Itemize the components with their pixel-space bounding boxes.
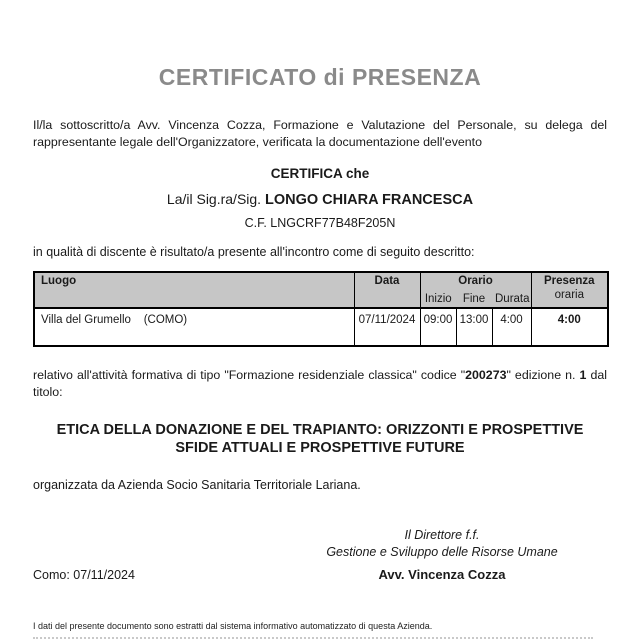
activity-paragraph bbox=[33, 367, 607, 401]
attendance-intro: in qualità di discente è risultato/a presente all'incontro come di seguito descritto: bbox=[33, 245, 475, 259]
cell-fine: 13:00 bbox=[456, 308, 492, 346]
event-title-line2: SFIDE ATTUALI E PROSPETTIVE FUTURE bbox=[175, 440, 465, 456]
cutoff-text-remnant bbox=[33, 637, 593, 639]
event-title-line1: ETICA DELLA DONAZIONE E DEL TRAPIANTO: ORIZZONTI E PROSPETTIVE bbox=[56, 422, 584, 438]
recipient-line bbox=[0, 191, 640, 208]
attendance-table bbox=[33, 271, 609, 347]
activity-edition: 1 bbox=[579, 368, 587, 382]
fiscal-code: C.F. LNGCRF77B48F205N bbox=[244, 216, 396, 230]
table-header-fine: Fine bbox=[456, 291, 492, 308]
organizer-line: organizzata da Azienda Socio Sanitaria Territoriale Lariana. bbox=[33, 478, 361, 492]
cell-presenza-oraria: 4:00 bbox=[531, 308, 608, 346]
event-title bbox=[33, 421, 607, 457]
place-and-date: Como: 07/11/2024 bbox=[33, 568, 135, 582]
table-header-presenza-line1: Presenza bbox=[544, 275, 595, 287]
signature-role-line1: Il Direttore f.f. bbox=[404, 528, 480, 542]
activity-text-between: " edizione n. bbox=[506, 368, 580, 382]
cell-durata: 4:00 bbox=[492, 308, 531, 346]
table-header-inizio: Inizio bbox=[420, 291, 456, 308]
table-header-presenza-oraria bbox=[531, 272, 608, 308]
cell-inizio: 09:00 bbox=[420, 308, 456, 346]
certifies-label: CERTIFICA che bbox=[270, 166, 370, 181]
intro-paragraph: Il/la sottoscritto/a Avv. Vincenza Cozza, Formazione e Valutazione del Personale, su delega del rappresentante legale dell'Organizzatore, verificata la documentazione dell'evento bbox=[33, 118, 607, 149]
cell-data: 07/11/2024 bbox=[354, 308, 420, 346]
signer-name: Avv. Vincenza Cozza bbox=[378, 567, 506, 582]
footer-note: I dati del presente documento sono estratti dal sistema informativo automatizzato di questa Azienda. bbox=[33, 621, 433, 631]
activity-text-after: dal titolo: bbox=[33, 368, 608, 399]
document-title: CERTIFICATO di PRESENZA bbox=[158, 64, 482, 90]
table-header-luogo: Luogo bbox=[34, 272, 354, 308]
table-header-durata: Durata bbox=[492, 291, 531, 308]
activity-code: 200273 bbox=[465, 368, 507, 382]
signature-role-line2: Gestione e Sviluppo delle Risorse Umane bbox=[326, 545, 558, 559]
table-header-data: Data bbox=[354, 272, 420, 308]
cell-luogo: Villa del Grumello (COMO) bbox=[34, 308, 354, 346]
table-row bbox=[34, 308, 608, 346]
signature-role-block bbox=[277, 527, 607, 561]
activity-text-before: relativo all'attività formativa di tipo "Formazione residenziale classica" codice " bbox=[33, 368, 466, 382]
recipient-prefix: La/il Sig.ra/Sig. bbox=[166, 191, 262, 207]
table-header-presenza-line2: oraria bbox=[554, 289, 584, 301]
table-header-orario: Orario bbox=[420, 272, 531, 291]
recipient-name: LONGO CHIARA FRANCESCA bbox=[264, 192, 474, 208]
